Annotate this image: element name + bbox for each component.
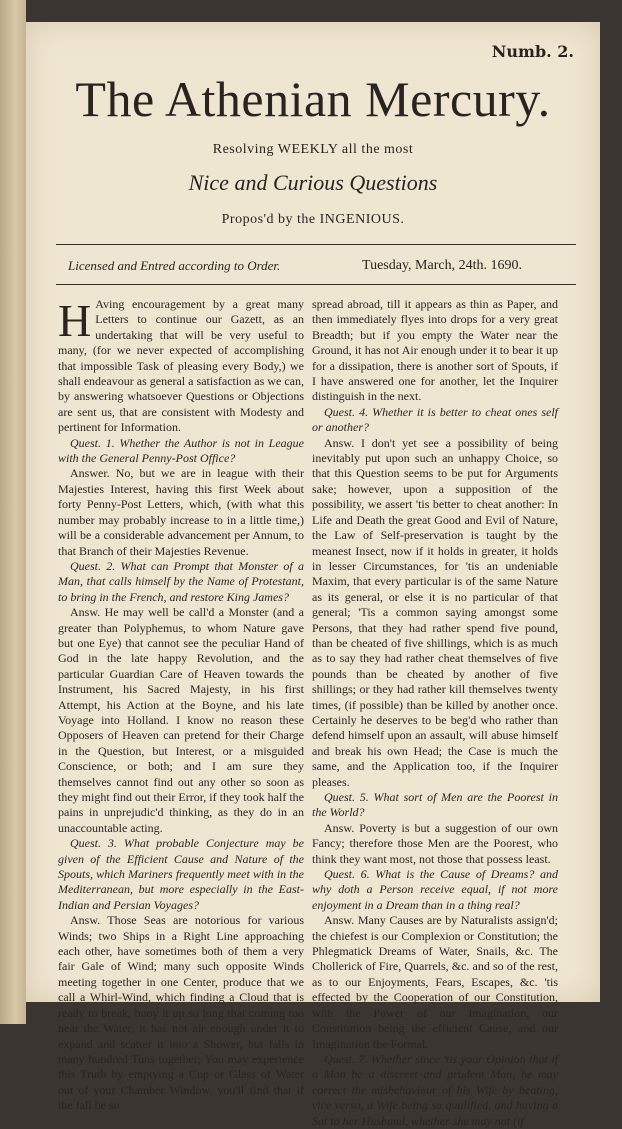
answer-4: Answ. I don't yet see a possibility of being inevitably put upon such an unhappy Choice, so that this Question seems to be put for Arguments sake; however, upon a supposition of the possibility, we assert 'tis better to cheat another: In Life and Death the great Good and Evil of Nature, the Law of Self-preservation is taught by the meanest Insect, now if it holds in greater, it holds in lesser Circumstances, for 'tis an undeniable Maxim, that every particular is of the same Nature as its general, or else it is no particular of that general; 'Tis a common saying amongst some Persons, that they had rather spend five pound, than be cheated of five shillings, which is as much as to say they had rather cheat themselves of five pounds than be cheated by another of five shillings; or they had rather kill themselves twenty times, (if possible) than be killed by another once. Certainly he deserves to be beg'd who rather than defend himself upon an assault, will abuse himself and break his own Head; the Case is much the same, and the Application too, if the Inquirer pleases. [312, 435, 558, 789]
answer-2: Answ. He may well be call'd a Monster (and a greater than Polyphemus, to whom Nature gave but one Eye) that cannot see the peculiar Hand of God in the late happy Revolution, and the particular Guardian Care of Heaven towards the Instrument, his Sacred Majesty, in his first Attempt, his Action at the Boyne, and his late Voyage into Holland. I know no reason these Opposers of Heaven can pretend for their Charge in the Question, but Interest, or a misguided Conscience, or both; and I am sure they themselves cannot find out any other so soon as they might find out their Error, if they took half the pains in unprejudic'd thinking, as they do in an unaccountable acting. [58, 605, 304, 835]
question-1: Quest. 1. Whether the Author is not in League with the General Penny-Post Office? [58, 435, 304, 466]
newspaper-page [26, 22, 600, 1128]
tagline-weekly: Resolving WEEKLY all the most [212, 142, 414, 157]
answer-3: Answ. Those Seas are notorious for various Winds; two Ships in a Right Line approaching each other, have sometimes both of them a very fair Gale of Wind; many such opposite Winds meeting together in one Center, produce that we call a Whirl-Wind, which finding a Cloud that is ready to break, buoy it up so long that coming too near the Water, it has not air enough under it to expand and scatter it into a Shower, but falls in many hundred Tuns together; You may experience this Truth by emptying a Cup or Glass of Water out of your Chamber Window, you'll find that if the fall be so [58, 913, 304, 1113]
intro-paragraph: H Aving encouragement by a great many Letters to continue our Gazett, as an undertaking that will be very useful to many, (for we never expected of accomplishing that impossible Task of pleasing every Body,) we shall endeavour as general a satisfaction as we can, by answering whatsoever Questions or Objections are sent us, that are consistent with Modesty and pertinent for Information. [58, 295, 304, 435]
answer-5: Answ. Poverty is but a suggestion of our own Fancy; therefore those Men are the Poorest, who think they want most, not those that possess least. [312, 820, 558, 866]
dateline-rule [56, 284, 576, 285]
question-4: Quest. 4. Whether it is better to cheat ones self or another? [312, 404, 558, 435]
tagline-questions: Nice and Curious Questions [188, 170, 438, 195]
right-column [312, 297, 558, 1129]
license-note: Licensed and Entred according to Order. [68, 258, 281, 273]
tagline-ingenious: Propos'd by the INGENIOUS. [221, 212, 405, 227]
issue-number: Numb. 2. [491, 42, 574, 61]
left-column [58, 297, 304, 1114]
masthead-title: The Athenian Mercury. [75, 71, 551, 127]
question-7: Quest. 7. Whether since 'tis your Opinion that if a Man be a discreet and prudent Man, he may correct the misbehaviour of his Wife by beating, vice versa, a Wife being so qualified, and having a Sot to her Husband, whether she may not (if [312, 1051, 558, 1128]
question-6: Quest. 6. What is the Cause of Dreams? and why doth a Person receive equal, if not more enjoyment in a Dream than in a thing real? [312, 867, 558, 912]
header-rule [56, 244, 576, 245]
book-spine [0, 0, 26, 1024]
drop-cap: H [58, 295, 92, 346]
answer-1: Answer. No, but we are in league with their Majesties Interest, having this first Week about forty Penny-Post Letters, which, (with what this number may probably increase to in a little time,) will be a considerable advancement per Annum, to that Branch of their Majesties Revenue. [58, 466, 304, 558]
issue-date: Tuesday, March, 24th. 1690. [362, 258, 522, 273]
question-2: Quest. 2. What can Prompt that Monster of a Man, that calls himself by the Name of Protestant, to bring in the French, and restore King James? [58, 558, 304, 604]
question-3: Quest. 3. What probable Conjecture may be given of the Efficient Cause and Nature of the Spouts, which Mariners frequently meet with in the Mediterranean, but more especially in the East-Indian and Persian Voyages? [58, 836, 304, 912]
answer-6: Answ. Many Causes are by Naturalists assign'd; the chiefest is our Complexion or Constitution; the Phlegmatick Dreams of Water, Snails, &c. The Chollerick of Fire, Quarrels, &c. and so of the rest, as to our Enjoyments, Fears, Escapes, &c. 'tis effected by the Cooperation of our Constitution, with the Power of our Imagination, our Constitution being the efficient Cause, and our Imagination the Formal. [312, 913, 558, 1051]
continued-paragraph: spread abroad, till it appears as thin as Paper, and then immediately flyes into drops for a very great Breadth; but if you empty the Water near the Ground, it has not Air enough under it to bear it up for a dissipation, there is another sort of Spouts, if I have answered one for another, let the Inquirer distinguish in the next. [312, 297, 558, 404]
question-5: Quest. 5. What sort of Men are the Poorest in the World? [312, 790, 558, 820]
